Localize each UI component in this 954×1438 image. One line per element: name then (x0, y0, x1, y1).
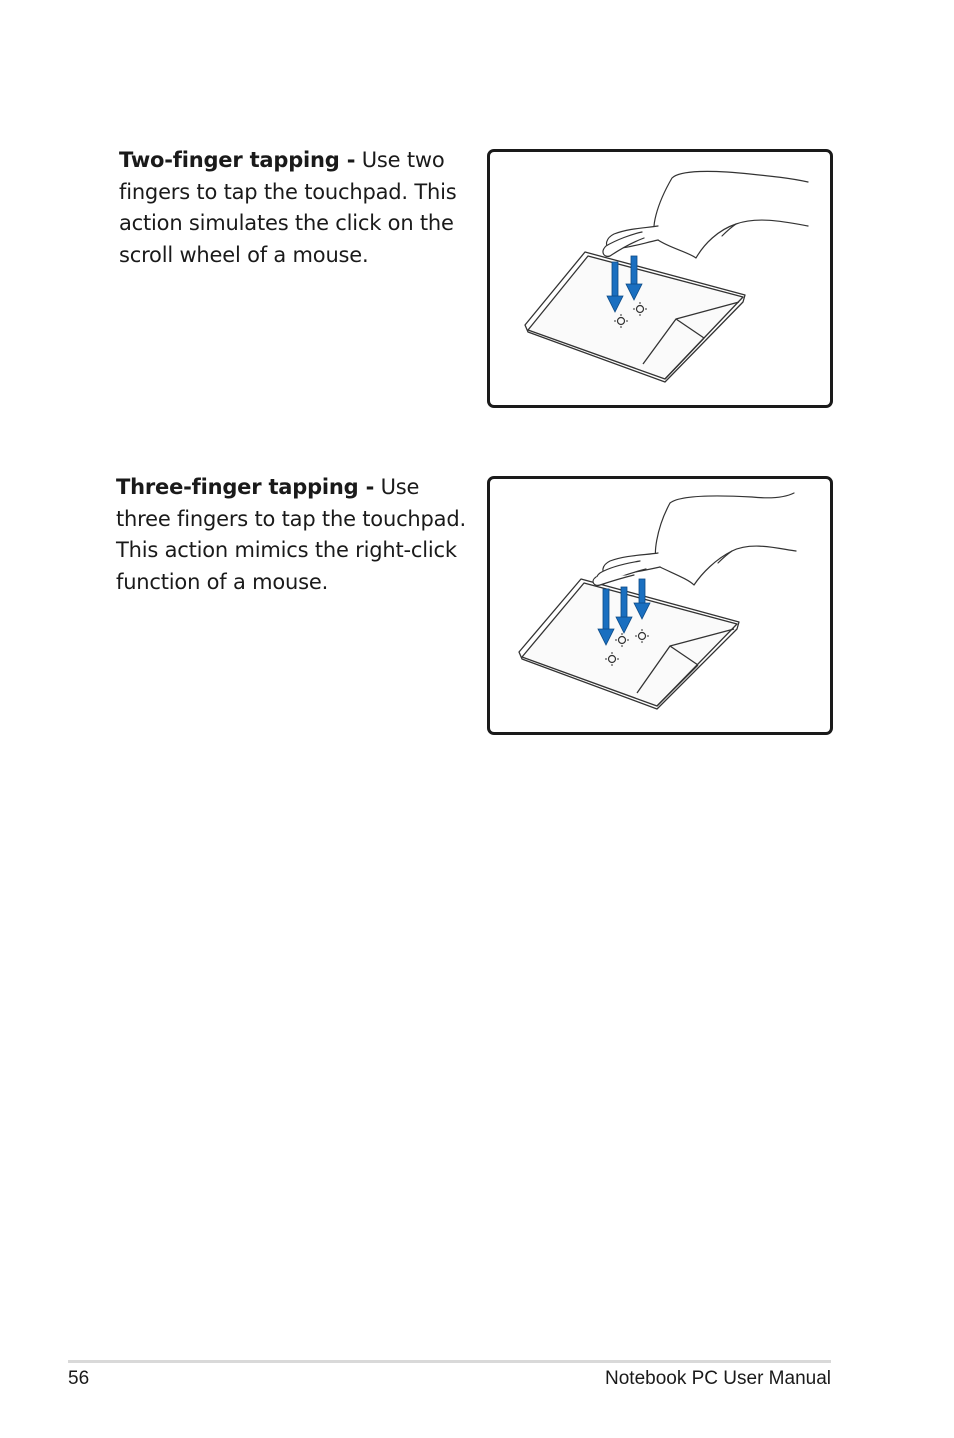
manual-title: Notebook PC User Manual (605, 1368, 831, 1389)
three-finger-tapping-description: Use three fingers to tap the touchpad. This action mimics the right-click function of a mouse. (116, 475, 466, 594)
three-finger-tapping-term: Three-finger tapping - (116, 475, 375, 499)
two-finger-tapping-figure (487, 149, 833, 408)
two-finger-tap-illustration-icon (490, 152, 830, 405)
three-finger-tap-illustration-icon (490, 479, 830, 732)
three-finger-tapping-text (116, 472, 471, 598)
two-finger-tapping-description: Use two fingers to tap the touchpad. This action simulates the click on the scroll wheel of a mouse. (119, 148, 457, 267)
two-finger-tapping-text (119, 145, 464, 271)
two-finger-tapping-term: Two-finger tapping - (119, 148, 356, 172)
footer-divider (68, 1360, 831, 1363)
three-finger-tapping-figure (487, 476, 833, 735)
page-number: 56 (68, 1368, 90, 1389)
